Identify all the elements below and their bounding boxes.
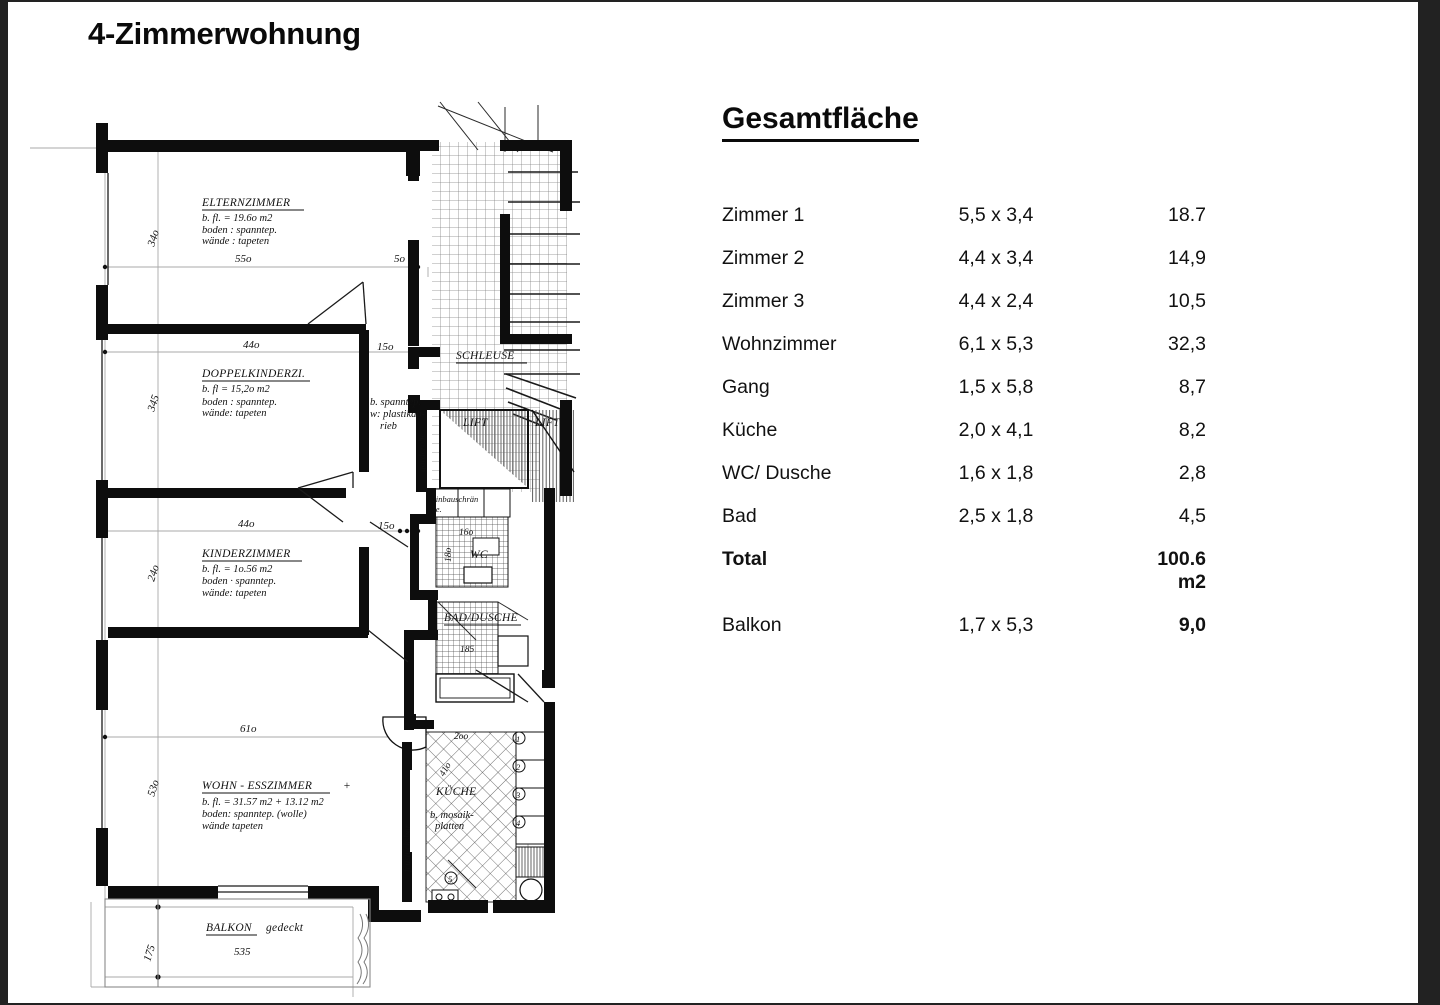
area-row-value: 32,3 [1168,333,1206,355]
svg-text:LIFT: LIFT [463,417,488,429]
area-row-value: 9,0 [1178,614,1206,636]
floor-plan-drawing [8,2,628,1003]
svg-text:boden : spanntep.: boden : spanntep. [202,225,277,236]
svg-text:wände: tapeten: wände: tapeten [202,408,267,419]
svg-text:41o: 41o [437,761,454,779]
room-label-lift-right [534,417,561,429]
svg-text:ELTERNZIMMER: ELTERNZIMMER [202,197,291,209]
svg-text:wände: tapeten: wände: tapeten [202,588,267,599]
area-row-name: Bad [722,505,757,527]
area-row-dimensions: 2,5 x 1,8 [958,505,1034,527]
svg-text:WC: WC [470,549,488,561]
room-label-wohn-esszimmer [202,780,351,832]
svg-text:LIFT: LIFT [535,417,560,429]
area-row-name: WC/ Dusche [722,462,832,484]
area-row-dimensions: 5,5 x 3,4 [958,204,1034,226]
table-row [713,323,1258,366]
svg-text:175: 175 [141,943,158,963]
area-row-value: 4,5 [1178,505,1206,527]
area-row-name: Wohnzimmer [722,333,837,355]
svg-text:34o: 34o [145,228,162,248]
svg-text:wände : tapeten: wände : tapeten [202,236,270,247]
area-row-name: Küche [722,419,778,441]
svg-text:55o: 55o [235,253,252,265]
svg-text:garderobe: garderobe [418,433,428,472]
area-row-value: 18.7 [1168,204,1206,226]
svg-text:15o: 15o [377,341,394,353]
area-row-name: Zimmer 2 [722,247,805,269]
page-canvas [8,2,1418,1003]
svg-text:b. fl. = 1o.56 m2: b. fl. = 1o.56 m2 [202,564,273,575]
svg-text:b. fl. = 19.6o m2: b. fl. = 19.6o m2 [202,213,273,224]
svg-text:boden : spanntep.: boden : spanntep. [202,397,277,408]
svg-text:4: 4 [516,818,521,828]
area-row-name: Zimmer 3 [722,290,805,312]
svg-text:SCHLEUSE: SCHLEUSE [456,350,515,362]
svg-text:5o: 5o [394,253,405,265]
svg-text:53o: 53o [145,778,162,798]
room-label-balkon [206,922,304,935]
svg-text:535: 535 [234,946,251,958]
svg-text:b. fl. = 31.57 m2 + 13.12: b. fl. = 31.57 m2 + 13.12 m2 [202,797,324,808]
balkon-railing [357,914,369,984]
area-row-value: 8,2 [1178,419,1206,441]
annotation-fruehstuecksbar [402,824,413,872]
area-summary-panel [713,102,1303,647]
svg-text:einbauschrän: einbauschrän [432,494,479,504]
svg-text:rieb: rieb [380,421,397,432]
svg-text:BALKON: BALKON [206,922,252,934]
table-row [713,366,1258,409]
svg-text:KÜCHE: KÜCHE [436,786,477,798]
svg-text:wände tapeten: wände tapeten [202,821,263,832]
annotation-garderobe [418,433,428,472]
area-row-value: 100.6 m2 [1157,548,1206,593]
page-title: 4-Zimmerwohnung [88,16,361,51]
svg-text:15o: 15o [378,520,395,532]
svg-text:b. spanntep.: b. spanntep. [370,397,422,408]
area-row-name: Balkon [722,614,782,636]
room-label-kinderzimmer [201,548,302,599]
svg-text:16o: 16o [459,528,474,538]
svg-text:3: 3 [516,790,521,800]
area-row-value: 10,5 [1168,290,1206,312]
svg-text:2oo: 2oo [454,732,469,742]
area-row-value: 14,9 [1168,247,1206,269]
svg-text:boden · spanntep.: boden · spanntep. [202,576,277,587]
table-row [713,604,1258,647]
svg-text:44o: 44o [243,339,260,351]
area-row-name: Gang [722,376,770,398]
area-row-dimensions: 4,4 x 2,4 [958,290,1034,312]
area-row-dimensions: 1,6 x 1,8 [958,462,1034,484]
svg-text:DOPPELKINDERZI.: DOPPELKINDERZI. [202,368,306,380]
svg-text:345: 345 [145,393,162,413]
table-row [713,237,1258,280]
balkon-outline [105,899,370,987]
area-row-value: 8,7 [1178,376,1206,398]
area-row-dimensions: 2,0 x 4,1 [958,419,1034,441]
area-row-dimensions: 4,4 x 3,4 [958,247,1034,269]
svg-text:44o: 44o [238,518,255,530]
table-row [713,280,1258,323]
area-row-value: 2,8 [1178,462,1206,484]
svg-text:b. mosaik-: b. mosaik- [430,810,474,821]
svg-text:61o: 61o [240,723,257,735]
svg-text:WOHN - ESSZIMMER: WOHN - ESSZIMMER [202,780,313,792]
svg-text:b. fl = 15,2o m2: b. fl = 15,2o m2 [202,384,270,395]
room-label-doppelkinderzimmer [201,368,310,419]
area-row-name: Zimmer 1 [722,204,805,226]
svg-text:2: 2 [516,762,521,772]
svg-text:w: plastikab-: w: plastikab- [370,409,426,420]
area-panel-heading: Gesamtfläche [722,102,919,142]
area-row-dimensions: 1,7 x 5,3 [958,614,1034,636]
svg-text:boden: spanntep. (wolle): boden: spanntep. (wolle) [202,809,307,820]
svg-text:gedeckt: gedeckt [266,922,304,934]
table-row [713,194,1258,237]
area-table [713,194,1258,647]
svg-text:ke.: ke. [432,504,442,514]
table-row [713,495,1258,538]
svg-text:BAD/DUSCHE: BAD/DUSCHE [444,612,518,624]
svg-text:frustucksbar: frustucksbar [403,824,413,872]
table-row [713,409,1258,452]
area-row-name: Total [722,548,768,570]
svg-text:185: 185 [460,645,475,655]
svg-text:1: 1 [516,734,521,744]
table-row [713,538,1258,604]
svg-text:5: 5 [448,874,453,884]
svg-text:18o: 18o [444,547,454,562]
svg-text:platten: platten [435,821,465,832]
area-row-dimensions: 6,1 x 5,3 [958,333,1034,355]
svg-text:24o: 24o [145,563,162,583]
area-row-dimensions: 1,5 x 5,8 [958,376,1034,398]
svg-text:KINDERZIMMER: KINDERZIMMER [202,548,291,560]
svg-text:+: + [343,780,352,792]
area-row-dimensions [959,538,1148,604]
room-label-elternzimmer [201,197,304,247]
room-label-lift-left [462,417,489,429]
table-row [713,452,1258,495]
